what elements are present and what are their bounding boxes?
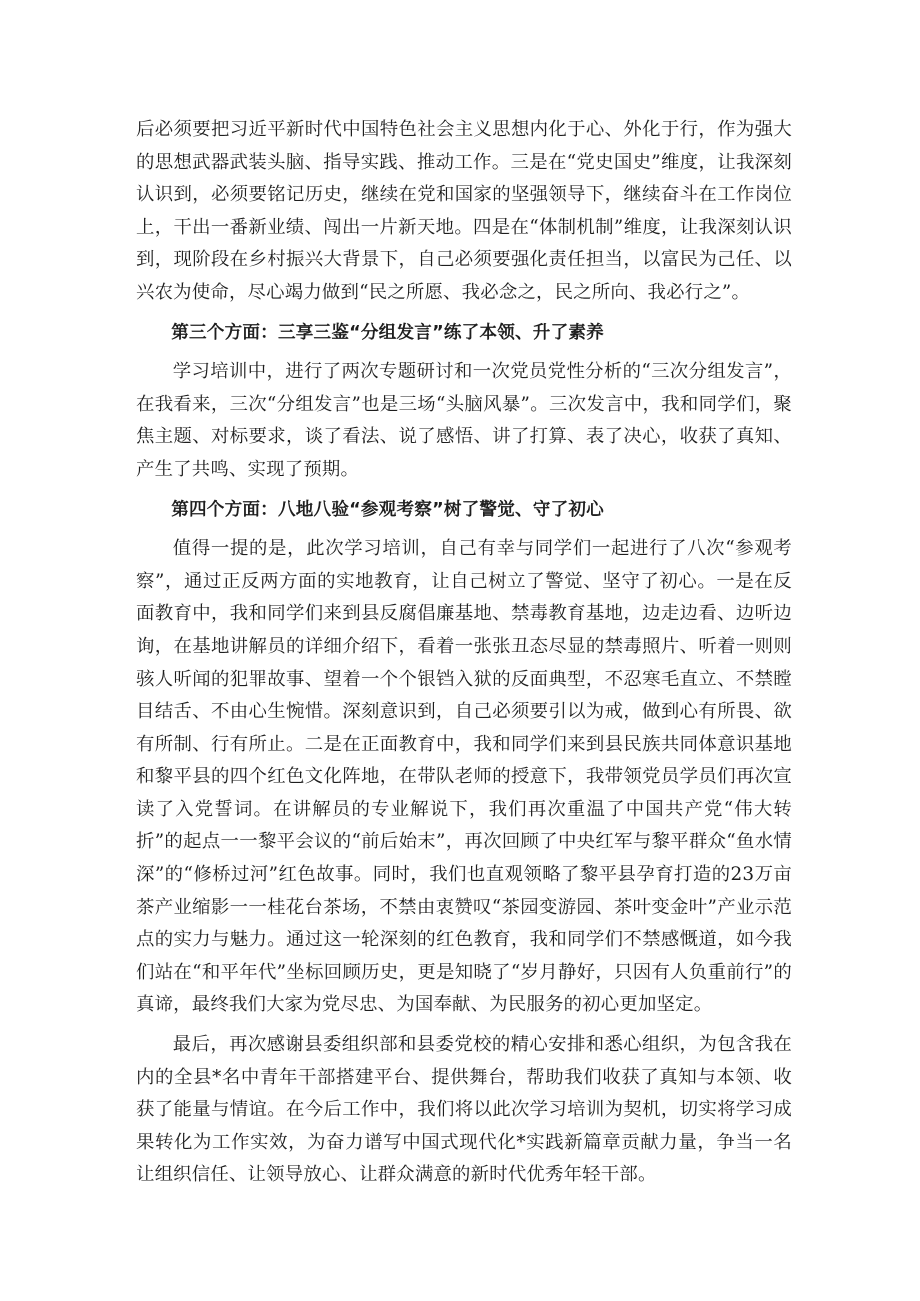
section-heading-fourth: 第四个方面：八地八验“参观考察”树了警觉、守了初心 [171,499,604,520]
paragraph-site-visits: 值得一提的是，此次学习培训，自己有幸与同学们一起进行了八次“参观考察”，通过正反两方面的实地教育，让自己树立了警觉、坚守了初心。一是在反面教育中，我和同学们来到县反腐倡廉基地、禁毒教育基地，边走边看、边听边询，在基地讲解员的详细介绍下，看着一张张丑态尽显的禁毒照片、听着一则则骇人听闻的犯罪故事、望着一个个银铛入狱的反面典型，不忍寒毛直立、不禁瞠目结舌、不由心生惋惜。深刻意识到，自己必须要引以为戒，做到心有所畏、欲有所制、行有所止。二是在正面教育中，我和同学们来到县民族共同体意识基地和黎平县的四个红色文化阵地，在带队老师的授意下，我带领党员学员们再次宣读了入党誓词。在讲解员的专业解说下，我们再次重温了中国共产党“伟大转折”的起点一一黎平会议的“前后始末”，再次回顾了中央红军与黎平群众“鱼水情深”的“修桥过河”红色故事。同时，我们也直观领略了黎平县孕育打造的23万亩茶产业缩影一一桂花台茶场，不禁由衷赞叹“茶园变游园、茶叶变金叶”产业示范点的实力与魅力。通过这一轮深刻的红色教育，我和同学们不禁感慨道，如今我们站在“和平年代”坐标回顾历史，更是知晓了“岁月静好，只因有人负重前行”的真谛，最终我们大家为党尽忠、为国奉献、为民服务的初心更加坚定。 [136,538,792,1016]
paragraph-conclusion: 最后，再次感谢县委组织部和县委党校的精心安排和悉心组织，为包含我在内的全县*名中青年干部搭建平台、提供舞台，帮助我们收获了真知与本领、收获了能量与情谊。在今后工作中，我们将以此次学习培训为契机，切实将学习成果转化为工作实效，为奋力谱写中国式现代化*实践新篇章贡献力量，争当一名让组织信任、让领导放心、让群众满意的新时代优秀年轻干部。 [136,1034,792,1186]
section-heading-third: 第三个方面：三享三鉴“分组发言”练了本领、升了素养 [171,322,604,343]
paragraph-continuation: 后必须要把习近平新时代中国特色社会主义思想内化于心、外化于行，作为强大的思想武器武装头脑、指导实践、推动工作。三是在“党史国史”维度，让我深刻认识到，必须要铭记历史，继续在党和国家的坚强领导下，继续奋斗在工作岗位上，干出一番新业绩、闯出一片新天地。四是在“体制机制”维度，让我深刻认识到，现阶段在乡村振兴大背景下，自己必须要强化责任担当，以富民为己任、以兴农为使命，尽心竭力做到“民之所愿、我必念之，民之所向、我必行之”。 [136,119,792,303]
document-page [136,114,792,1199]
paragraph-group-discussion: 学习培训中，进行了两次专题研讨和一次党员党性分析的“三次分组发言”，在我看来，三次“分组发言”也是三场“头脑风暴”。三次发言中，我和同学们，聚焦主题、对标要求，谈了看法、说了感悟、讲了打算、表了决心，收获了真知、产生了共鸣、实现了预期。 [136,361,792,480]
